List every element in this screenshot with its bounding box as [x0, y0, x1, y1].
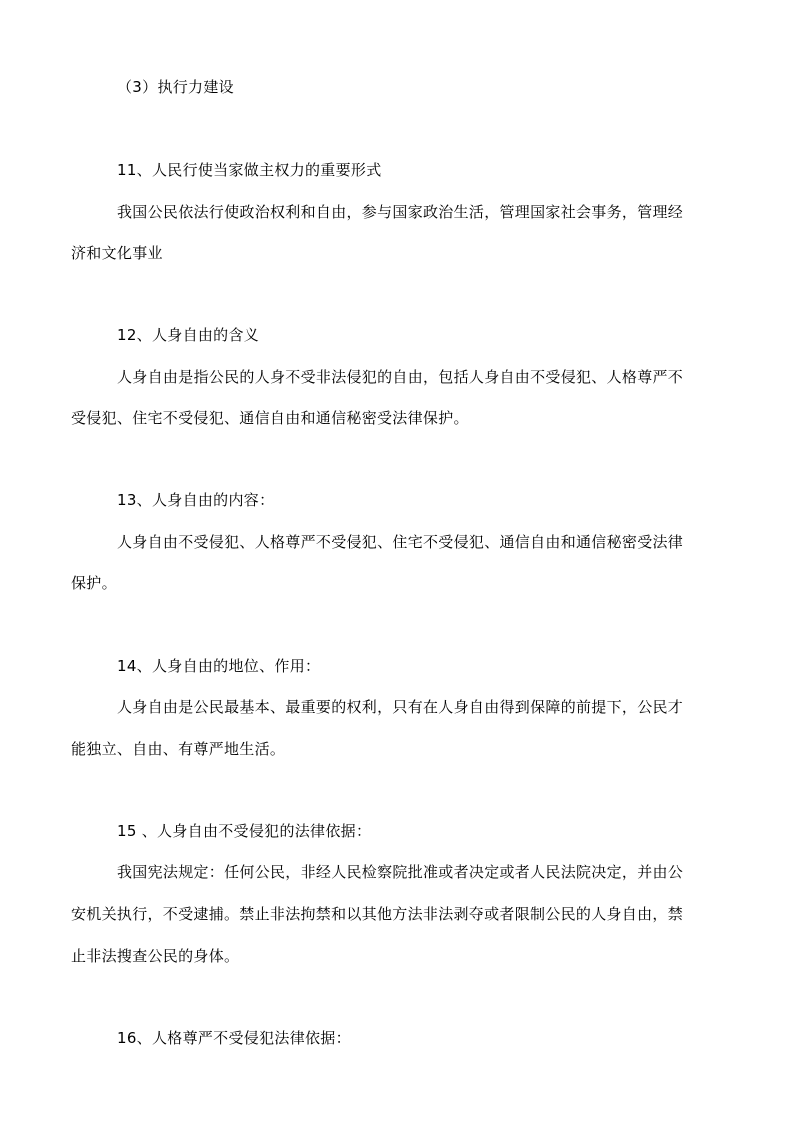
item-14-body-line-1: 人身自由是公民最基本、最重要的权利，只有在人身自由得到保障的前提下，公民才	[117, 698, 684, 716]
item-12-heading: 12、人身自由的含义	[117, 326, 260, 344]
section-heading: （3）执行力建设	[117, 78, 234, 96]
item-14-heading: 14、人身自由的地位、作用：	[117, 657, 321, 675]
item-11-heading: 11、人民行使当家做主权力的重要形式	[117, 161, 382, 179]
item-11-body-line-1: 我国公民依法行使政治权利和自由，参与国家政治生活，管理国家社会事务，管理经	[117, 203, 684, 221]
item-13-body-line-1: 人身自由不受侵犯、人格尊严不受侵犯、住宅不受侵犯、通信自由和通信秘密受法律	[117, 533, 684, 551]
item-15-heading: 15 、人身自由不受侵犯的法律依据：	[117, 822, 372, 840]
item-15-body-line-3: 止非法搜查公民的身体。	[71, 947, 240, 965]
item-13-body-line-2: 保护。	[71, 574, 117, 592]
item-11-body-line-2: 济和文化事业	[71, 244, 163, 262]
item-15-body-line-1: 我国宪法规定：任何公民，非经人民检察院批准或者决定或者人民法院决定，并由公	[117, 863, 684, 881]
item-12-body-line-2: 受侵犯、住宅不受侵犯、通信自由和通信秘密受法律保护。	[71, 409, 469, 427]
item-15-body-line-2: 安机关执行，不受逮捕。禁止非法拘禁和以其他方法非法剥夺或者限制公民的人身自由，禁	[71, 905, 684, 923]
item-14-body-line-2: 能独立、自由、有尊严地生活。	[71, 740, 286, 758]
item-16-heading: 16、人格尊严不受侵犯法律依据：	[117, 1029, 351, 1047]
item-12-body-line-1: 人身自由是指公民的人身不受非法侵犯的自由，包括人身自由不受侵犯、人格尊严不	[117, 368, 684, 386]
item-13-heading: 13、人身自由的内容：	[117, 491, 275, 509]
